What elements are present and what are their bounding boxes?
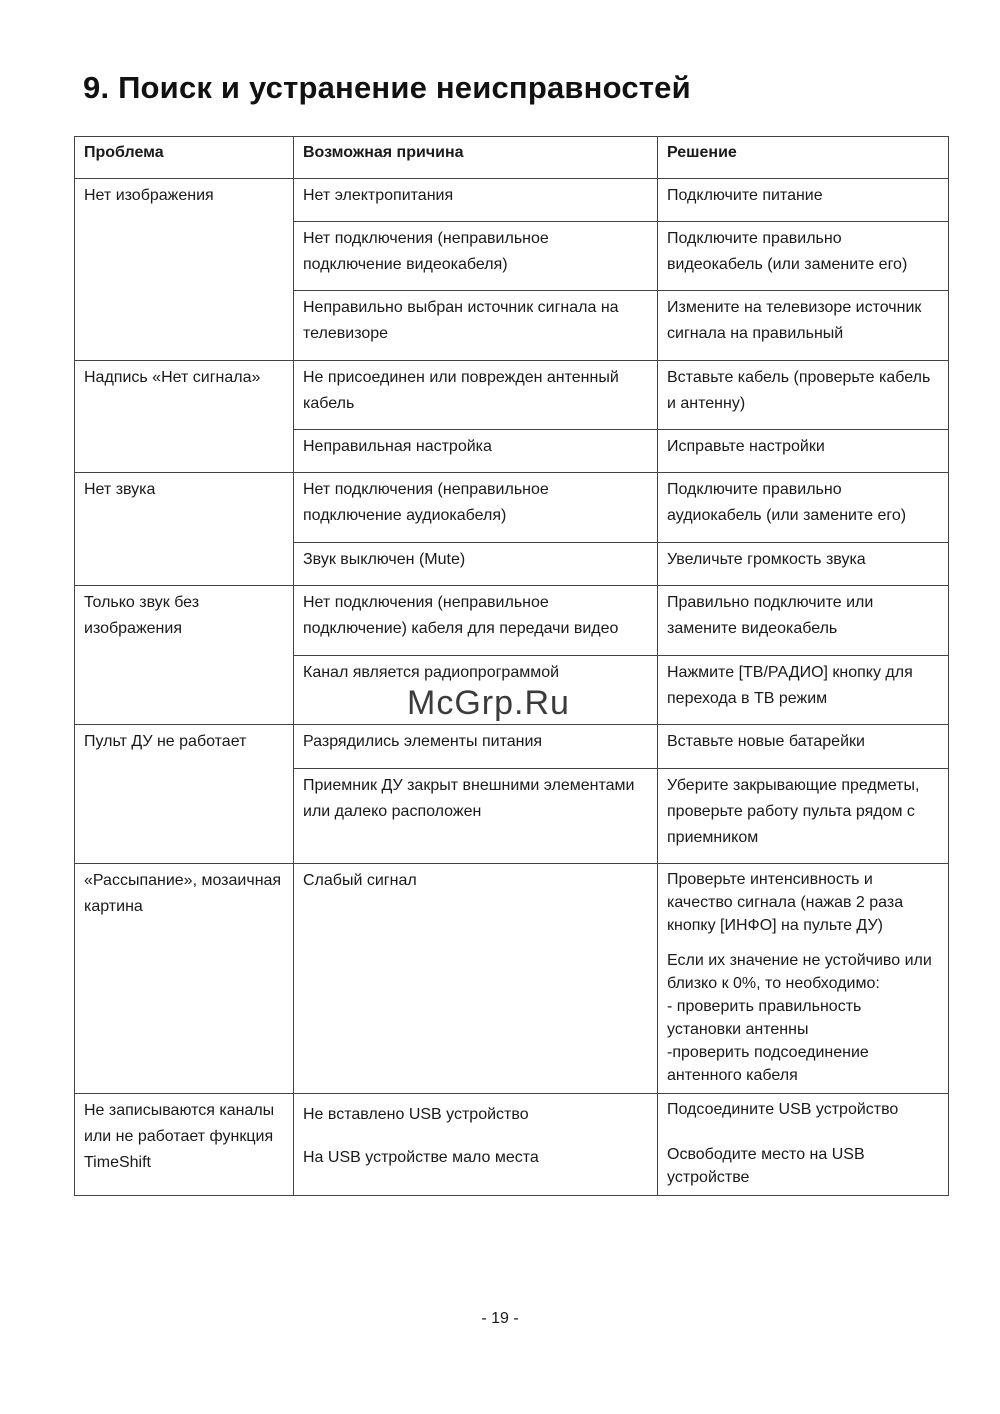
solution-cell: Подключите питание	[658, 179, 949, 222]
table-row	[75, 725, 949, 769]
table-row	[75, 586, 949, 656]
solution-cell: Измените на телевизоре источник сигнала на правильный	[658, 291, 949, 361]
solution-cell: Вставьте новые батарейки	[658, 725, 949, 769]
solution-cell: Увеличьте громкость звука	[658, 543, 949, 586]
table-row	[75, 361, 949, 430]
problem-cell: Только звук без изображения	[75, 586, 294, 725]
header-problem: Проблема	[75, 137, 294, 179]
header-cause: Возможная причина	[294, 137, 658, 179]
cause-cell: Нет подключения (неправильное подключение аудиокабеля)	[294, 473, 658, 543]
cause-cell: Нет подключения (неправильное подключение) кабеля для передачи видео	[294, 586, 658, 656]
solution-cell: Нажмите [ТВ/РАДИО] кнопку для перехода в ТВ режим	[658, 656, 949, 725]
page-number: - 19 -	[481, 1310, 519, 1327]
cause-cell: Канал является радиопрограммой	[294, 656, 658, 725]
problem-cell: Нет звука	[75, 473, 294, 586]
solution-paragraph: Подсоедините USB устройство	[667, 1101, 899, 1118]
cause-cell: Приемник ДУ закрыт внешними элементами или далеко расположен	[294, 769, 658, 864]
table-row	[75, 179, 949, 222]
cause-cell: Нет подключения (неправильное подключение видеокабеля)	[294, 222, 658, 291]
cause-cell: Звук выключен (Mute)	[294, 543, 658, 586]
solution-cell: Подключите правильно аудиокабель (или замените его)	[658, 473, 949, 543]
header-solution: Решение	[658, 137, 949, 179]
cause-cell: Неправильная настройка	[294, 430, 658, 473]
solution-cell	[658, 1094, 949, 1196]
solution-cell: Вставьте кабель (проверьте кабель и антенну)	[658, 361, 949, 430]
troubleshooting-table	[74, 136, 949, 1196]
table-row	[75, 1094, 949, 1196]
table-row	[75, 864, 949, 1094]
watermark: McGrp.Ru	[407, 684, 570, 722]
table-row	[75, 473, 949, 543]
problem-cell: «Рассыпание», мозаичная картина	[75, 864, 294, 1094]
solution-paragraph: Проверьте интенсивность и качество сигнала (нажав 2 раза кнопку [ИНФО] на пульте ДУ)	[667, 871, 904, 934]
cause-paragraph: На USB устройстве мало места	[303, 1149, 539, 1166]
solution-cell: Подключите правильно видеокабель (или замените его)	[658, 222, 949, 291]
page-title: 9. Поиск и устранение неисправностей	[83, 70, 691, 105]
cause-cell: Слабый сигнал	[294, 864, 658, 1094]
solution-cell: Исправьте настройки	[658, 430, 949, 473]
problem-cell: Пульт ДУ не работает	[75, 725, 294, 864]
table-header-row	[75, 137, 949, 179]
problem-cell: Не записываются каналы или не работает функция TimeShift	[75, 1094, 294, 1196]
solution-cell	[658, 864, 949, 1094]
cause-cell: Не присоединен или поврежден антенный кабель	[294, 361, 658, 430]
cause-cell	[294, 1094, 658, 1196]
cause-cell: Неправильно выбран источник сигнала на телевизоре	[294, 291, 658, 361]
cause-cell: Разрядились элементы питания	[294, 725, 658, 769]
problem-cell: Нет изображения	[75, 179, 294, 361]
problem-cell: Надпись «Нет сигнала»	[75, 361, 294, 473]
cause-paragraph: Не вставлено USB устройство	[303, 1106, 529, 1123]
solution-cell: Правильно подключите или замените видеокабель	[658, 586, 949, 656]
solution-paragraph: Освободите место на USB устройстве	[667, 1146, 865, 1186]
cause-cell: Нет электропитания	[294, 179, 658, 222]
solution-paragraph: Если их значение не устойчиво или близко к 0%, то необходимо: - проверить правильность установки антенны -проверить подсоединение антенного кабеля	[667, 952, 932, 1084]
solution-cell: Уберите закрывающие предметы, проверьте работу пульта рядом с приемником	[658, 769, 949, 864]
